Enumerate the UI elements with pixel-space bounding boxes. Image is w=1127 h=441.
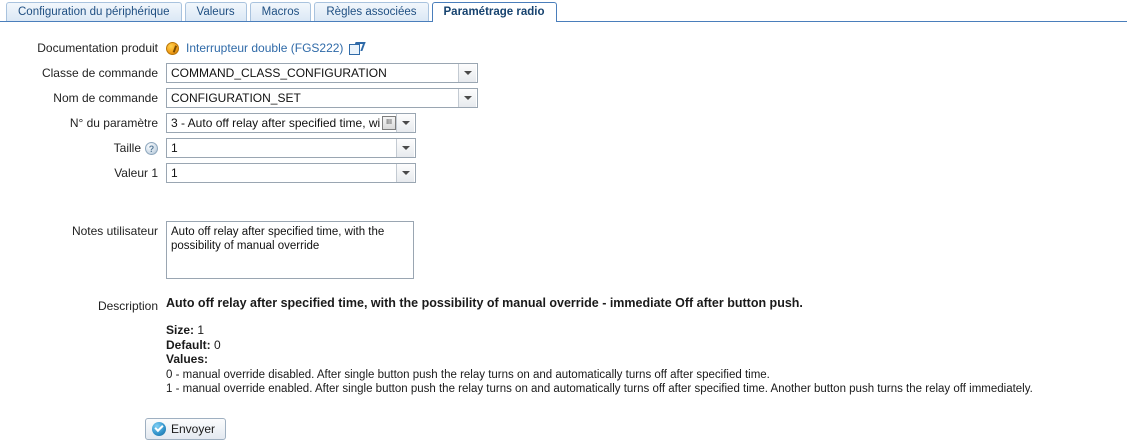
description-label: Description [97,299,158,313]
description-values-key [166,353,1033,367]
size-label [0,138,166,158]
command-name-row [0,88,1127,108]
tab-parametrage-radio[interactable]: Paramétrage radio [432,2,557,22]
value1-field [166,163,416,183]
command-class-field [166,63,478,83]
user-notes-textarea[interactable] [166,221,414,279]
description-value-line-0: 0 - manual override disabled. After single button push the relay turns on and automatically turns off after specified time. [166,368,770,381]
description-size-value: 1 [197,323,205,337]
tab-macros[interactable]: Macros [250,2,312,21]
size-value: 1 [171,141,178,155]
tab-regles-associees[interactable]: Règles associées [314,2,428,21]
documentation-link-group [166,38,363,58]
description-size-meta [166,324,1033,338]
command-name-select[interactable] [166,88,478,108]
value1-label: Valeur 1 [114,166,158,180]
tab-configuration-du-peripherique[interactable]: Configuration du périphérique [6,2,182,21]
product-doc-icon [166,42,179,55]
description-default-key: Default: [166,337,211,352]
chevron-down-icon[interactable] [396,164,414,182]
documentation-label: Documentation produit [37,41,158,55]
size-label-text: Taille [113,141,141,155]
product-doc-link[interactable]: Interrupteur double (FGS222) [186,41,344,55]
parameter-number-field [166,113,416,133]
chevron-down-icon[interactable] [458,64,476,82]
user-notes-field [166,221,414,282]
parameter-number-row [0,113,1127,133]
parameter-number-label: N° du paramètre [69,116,158,130]
description-size-key: Size: [166,323,195,337]
description-value-line-1: 1 - manual override enabled. After single button push the relay turns on and automatically turns off after specified time. Another button push turns the relay off immediately. [166,382,1033,395]
tab-valeurs[interactable]: Valeurs [185,2,247,21]
check-icon [152,422,166,436]
submit-button-label: Envoyer [171,421,216,436]
size-row [0,138,1127,158]
user-notes-label: Notes utilisateur [71,224,158,238]
submit-row [0,418,1127,440]
description-default-value: 0 [214,337,221,352]
value1-value: 1 [171,166,178,180]
size-select[interactable] [166,138,416,158]
chevron-down-icon[interactable] [458,89,476,107]
chevron-down-icon[interactable] [396,139,414,157]
size-field [166,138,416,158]
value1-row [0,163,1127,183]
value1-select[interactable] [166,163,416,183]
command-class-value: COMMAND_CLASS_CONFIGURATION [171,66,387,80]
submit-button[interactable] [145,418,226,440]
radio-settings-form [0,22,1127,440]
user-notes-row [0,221,1127,282]
help-icon[interactable]: ? [145,142,158,155]
description-values-key-text: Values: [166,352,209,366]
command-class-label: Classe de commande [41,66,158,80]
external-link-icon[interactable] [349,42,363,54]
command-class-row [0,63,1127,83]
parameter-number-select[interactable] [166,113,416,133]
parameter-number-value: 3 - Auto off relay after specified time, wi [171,116,381,130]
description-default-meta [166,339,1033,353]
documentation-row [0,38,1127,58]
description-row [0,296,1127,396]
tab-bar [0,0,1127,22]
description-title: Auto off relay after specified time, with the possibility of manual override - immediate Off after button push. [166,296,803,310]
command-class-select[interactable] [166,63,478,83]
description-body [166,296,1033,396]
command-name-label: Nom de commande [53,91,158,105]
parameter-badge-icon: III [382,116,396,130]
chevron-down-icon[interactable] [396,114,414,132]
command-name-field [166,88,478,108]
command-name-value: CONFIGURATION_SET [171,91,301,105]
